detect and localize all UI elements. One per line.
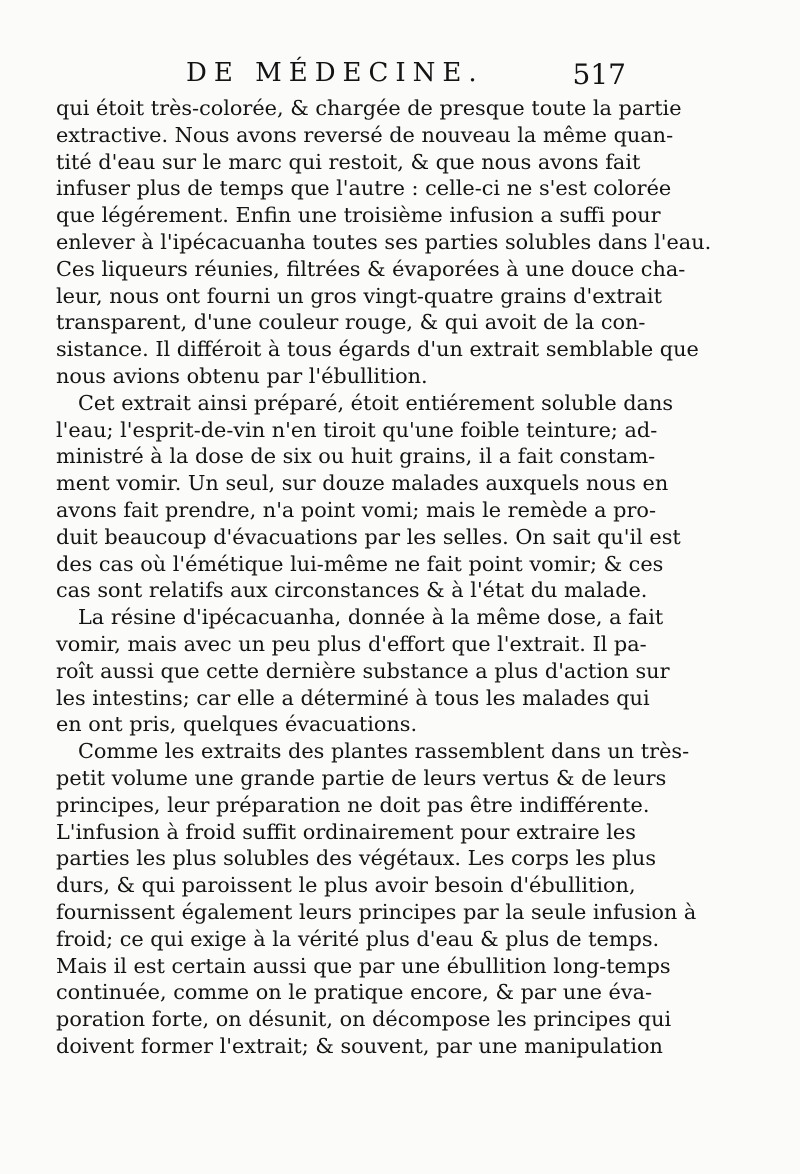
text-line: infuser plus de temps que l'autre : celle-ci ne s'est colorée <box>56 176 672 201</box>
text-line: qui étoit très-colorée, & chargée de presque toute la partie <box>56 96 682 120</box>
text-line: sistance. Il différoit à tous égards d'un extrait semblable que <box>56 337 699 362</box>
text-line: enlever à l'ipécacuanha toutes ses parties solubles dans l'eau. <box>56 229 712 254</box>
text-line: nous avions obtenu par l'ébullition. <box>56 363 428 388</box>
text-line: les intestins; car elle a déterminé à tous les malades qui <box>56 685 650 710</box>
text-line: Cet extrait ainsi préparé, étoit entiérement soluble dans <box>78 390 674 415</box>
text-line: Comme les extraits des plantes rassemblent dans un très- <box>78 739 690 764</box>
text-line: continuée, comme on le pratique encore, & par une éva- <box>56 980 653 1005</box>
text-line: cas sont relatifs aux circonstances & à l'état du malade. <box>56 578 648 603</box>
text-line: ment vomir. Un seul, sur douze malades auxquels nous en <box>56 471 669 496</box>
text-line: transparent, d'une couleur rouge, & qui avoit de la con- <box>56 310 646 335</box>
text-line: leur, nous ont fourni un gros vingt-quatre grains d'extrait <box>56 283 662 308</box>
text-line: vomir, mais avec un peu plus d'effort que l'extrait. Il pa- <box>56 631 647 656</box>
page-number: 517 <box>572 58 626 91</box>
text-line: froid; ce qui exige à la vérité plus d'eau & plus de temps. <box>56 926 660 951</box>
body-text <box>56 95 712 1060</box>
text-line: avons fait prendre, n'a point vomi; mais le remède a pro- <box>56 497 656 522</box>
text-line: l'eau; l'esprit-de-vin n'en tiroit qu'une foible teinture; ad- <box>56 417 658 442</box>
page-header <box>56 58 626 94</box>
text-line: extractive. Nous avons reversé de nouveau la même quan- <box>56 122 674 147</box>
text-line: tité d'eau sur le marc qui restoit, & que nous avons fait <box>56 149 641 174</box>
text-line: petit volume une grande partie de leurs vertus & de leurs <box>56 765 667 790</box>
text-line: Mais il est certain aussi que par une ébullition long-temps <box>56 953 671 978</box>
text-line: principes, leur préparation ne doit pas être indifférente. <box>56 792 650 817</box>
text-line: que légérement. Enfin une troisième infusion a suffi pour <box>56 203 661 228</box>
text-line: roît aussi que cette dernière substance a plus d'action sur <box>56 658 670 683</box>
text-line: Ces liqueurs réunies, filtrées & évaporées à une douce cha- <box>56 256 686 281</box>
running-head: DE MÉDECINE. <box>186 58 484 88</box>
text-line: doivent former l'extrait; & souvent, par une manipulation <box>56 1033 663 1058</box>
text-line: durs, & qui paroissent le plus avoir besoin d'ébullition, <box>56 873 636 898</box>
text-line: ministré à la dose de six ou huit grains, il a fait constam- <box>56 444 656 469</box>
text-line: parties les plus solubles des végétaux. Les corps les plus <box>56 846 656 871</box>
text-line: des cas où l'émétique lui-même ne fait point vomir; & ces <box>56 551 664 576</box>
text-line: La résine d'ipécacuanha, donnée à la même dose, a fait <box>78 605 664 630</box>
text-line: L'infusion à froid suffit ordinairement pour extraire les <box>56 819 636 844</box>
text-line: duit beaucoup d'évacuations par les selles. On sait qu'il est <box>56 524 681 549</box>
text-line: en ont pris, quelques évacuations. <box>56 712 418 737</box>
text-line: fournissent également leurs principes par la seule infusion à <box>56 899 697 924</box>
text-line: poration forte, on désunit, on décompose les principes qui <box>56 1007 672 1032</box>
